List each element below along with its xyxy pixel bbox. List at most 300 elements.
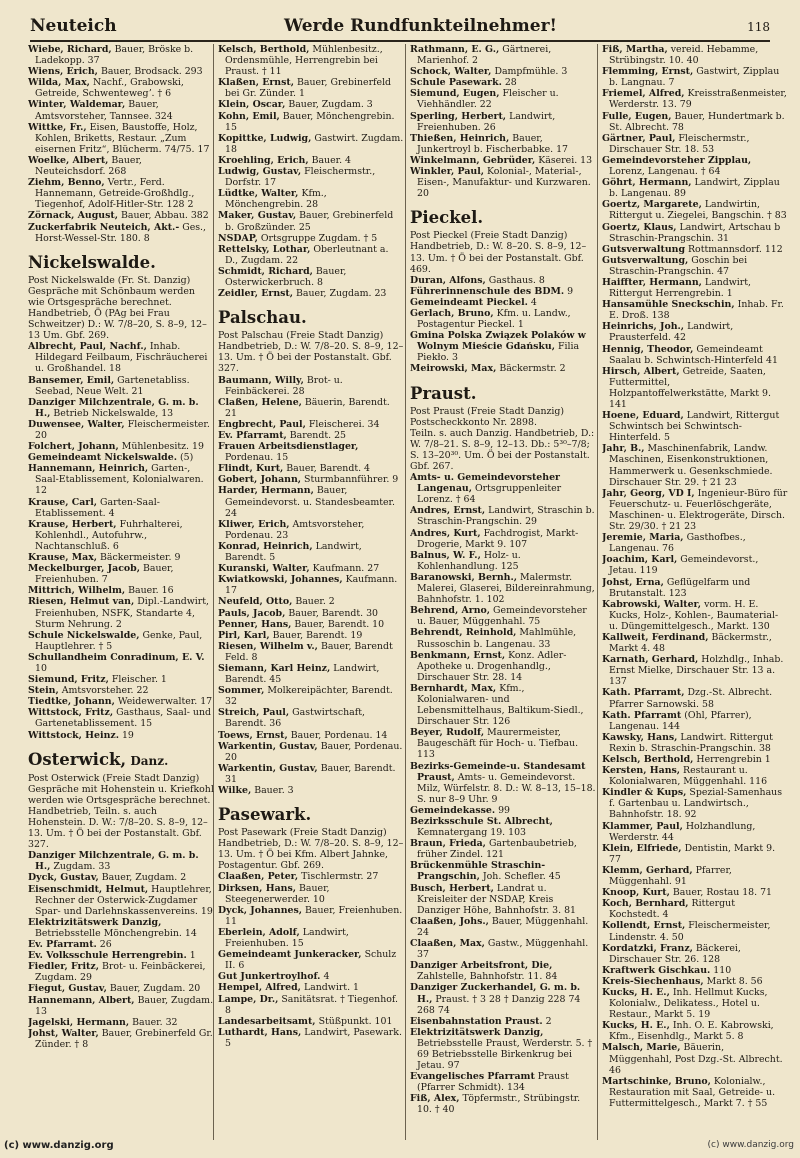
- directory-entry: [602, 133, 788, 155]
- entry-name: Claaßen, Max,: [410, 938, 485, 950]
- directory-entry: [602, 344, 788, 366]
- entry-details: Gemeindevorsteher u. Bauer, Müggenhahl. 75: [417, 605, 587, 628]
- directory-entry: [218, 763, 404, 785]
- entry-name: Winter, Waldemar,: [28, 99, 126, 111]
- entry-details: Fleischer u. Viehhändler. 22: [417, 88, 559, 111]
- entry-name: Tiedtke, Johann,: [28, 696, 115, 708]
- directory-entry: [218, 663, 404, 685]
- directory-entry: [28, 961, 214, 983]
- entry-details: Landwirt, Freienhuben. 26: [417, 110, 556, 133]
- entry-name: Schullandheim Conradinum, E. V.: [28, 651, 205, 663]
- entry-name: Meckelburger, Jacob,: [28, 563, 140, 575]
- entry-name: Penner, Hans,: [218, 618, 292, 630]
- entry-details: Bäckermeister. 9: [100, 552, 181, 564]
- entry-details: Kolonialw., Restauration mit Saal, Getreide- u. Futtermittelgesch., Markt 7. † 55: [609, 1075, 776, 1109]
- directory-entry: [602, 821, 788, 843]
- directory-entry: [28, 685, 214, 696]
- entry-name: Dyck, Johannes,: [218, 904, 303, 916]
- entry-name: Flemming, Ernst,: [602, 66, 694, 78]
- entry-name: Baranowski, Bernh.,: [410, 571, 518, 583]
- directory-entry: [602, 111, 788, 133]
- entry-details: Bauer, Junkertroyl b. Fischerbabke. 17: [417, 132, 569, 155]
- entry-name: Wiebe, Richard,: [28, 44, 112, 55]
- entry-details: Bauer, Freienhuben. 7: [35, 563, 174, 586]
- entry-name: Gut Junkertroylhof.: [218, 971, 321, 983]
- directory-entry: [410, 838, 596, 860]
- entry-details: Amts- u. Gemeindevorst. Milz, Würfelstr. 8. D.: W. 8–13, 15–18. S. nur 8–9 Uhr. 9: [417, 771, 596, 805]
- entry-details: Landwirt, Rittergut Schwintsch bei Schwintsch-Hinterfeld. 5: [609, 410, 780, 444]
- directory-entry: [218, 463, 404, 474]
- directory-entry: [28, 917, 214, 939]
- directory-entry: [218, 244, 404, 266]
- entry-details: Maurermeister, Baugeschäft für Hoch- u. Tiefbau. 113: [417, 727, 579, 761]
- entry-name: Ev. Pfarramt,: [218, 430, 287, 441]
- entry-name: Gemeindekasse.: [410, 804, 496, 816]
- entry-name: Duran, Alfons,: [410, 274, 486, 286]
- directory-entry: [218, 871, 404, 882]
- entry-name: Hannemann, Albert,: [28, 994, 135, 1006]
- directory-entry: [218, 574, 404, 596]
- directory-entry: [218, 44, 404, 77]
- entry-details: Hauptlehrer, Rechner der Osterwick-Zugdamer Spar- und Darlehnskassenvereins. 19: [35, 883, 213, 917]
- entry-details: Filia Piekło. 3: [417, 341, 580, 364]
- entry-name: Schmidt, Richard,: [218, 265, 313, 277]
- entry-details: Betriebsstelle Praust, Werderstr. 5. † 69 Betriebsstelle Birkenkrug bei Jetau. 97: [417, 1037, 593, 1072]
- directory-entry: [602, 488, 788, 532]
- entry-details: Gartenbaubetrieb, früher Zindel. 121: [417, 838, 577, 861]
- entry-name: Andres, Kurt,: [410, 527, 481, 539]
- directory-entry: [410, 761, 596, 805]
- directory-entry: [410, 77, 596, 88]
- entry-details: Praust (Pfarrer Schmidt). 134: [417, 1071, 569, 1094]
- entry-details: Ges., Horst-Wessel-Str. 180. 8: [35, 221, 207, 244]
- entry-name: Maker, Gustav,: [218, 210, 297, 222]
- entry-details: Fleischermeister. 20: [35, 418, 210, 441]
- entry-name: Kordatzki, Franz,: [602, 942, 693, 954]
- entry-details: Kfm. u. Landw., Postagentur Pieckel. 1: [417, 307, 571, 331]
- entry-details: Barendt. 25: [289, 430, 347, 441]
- entry-name: Gutsverwaltung: [602, 243, 686, 255]
- entry-details: Praust. † 3 28 † Danzig 228 74 268 74: [417, 993, 581, 1016]
- post-info: Handbetrieb, D.: W. 7/8–20. S. 8–9, 12–13. Um. † Ö bei Kfm. Albert Jahnke, Postagentur. Gbf. 269.: [218, 838, 404, 872]
- entry-details: Gastwirt, Zipplau b. Langnau. 7: [609, 66, 780, 89]
- entry-details: Inhab. Hildegard Feilbaum, Fischräucherei u. Großhandel. 18: [35, 341, 208, 375]
- directory-entry: [410, 650, 596, 683]
- entry-name: Friemel, Alfred,: [602, 88, 685, 100]
- directory-entry: [218, 210, 404, 232]
- entry-details: Landwirt, Rittergut Herrengrebin. 1: [609, 276, 752, 300]
- entry-details: Gasthaus, Saal- und Gartenetablissement. 15: [35, 707, 211, 730]
- entry-details: Nachf., Grabowski, Getreide, Schwentewegʼ. † 6: [35, 77, 184, 100]
- entry-details: Bäckerei, Dirschauer Str. 26. 128: [609, 942, 741, 965]
- entry-details: Mühlenbesitz., Ordensmühle, Herrengrebin bei Praust. † 11: [225, 44, 383, 78]
- entry-name: Albrecht, Paul, Nachf.,: [28, 341, 147, 353]
- directory-entry: [28, 519, 214, 552]
- directory-entry: [28, 441, 214, 452]
- entry-details: Käserei. 13: [538, 154, 593, 166]
- directory-entry: [218, 949, 404, 971]
- entry-details: Kaufmann. 17: [225, 574, 398, 597]
- entry-name: Luthardt, Hans,: [218, 1026, 302, 1038]
- post-info: Post Palschau (Freie Stadt Danzig): [218, 330, 384, 342]
- directory-entry: [410, 1027, 596, 1071]
- directory-entry: [602, 1076, 788, 1109]
- entry-name: Amts- u. Gemeindevorsteher Langenau,: [410, 472, 560, 495]
- post-info: Handbetrieb, Teiln. s. auch Hohenstein. D. W.: 7/8–20. S. 8–9, 12–13. Um. † Ö bei der Postanstalt. Gbf. 327.: [28, 805, 208, 851]
- entry-name: Gutsverwaltung,: [602, 254, 689, 266]
- entry-details: Gasthaus. 8: [488, 274, 545, 286]
- entry-details: Kolonial-, Material-, Eisen-, Manufaktur- und Kurzwaren. 20: [417, 166, 591, 200]
- directory-entry: [28, 563, 214, 585]
- entry-details: Sturmbannführer. 9: [304, 474, 399, 486]
- footer-copyright-left: (c) www.danzig.org: [4, 1140, 114, 1151]
- section-heading-text: Nickelswalde.: [28, 252, 156, 272]
- directory-entry: [218, 563, 404, 574]
- entry-name: Johst, Erna,: [602, 576, 664, 588]
- directory-entry: [410, 550, 596, 572]
- entry-details: Bauer, Zugdam. 3: [288, 99, 373, 111]
- entry-name: Malsch, Marie,: [602, 1042, 681, 1054]
- post-info: Gespräche mit Hohenstein u. Kriefkohl werden wie Ortsgespräche berechnet.: [28, 783, 214, 806]
- column-divider: [405, 44, 406, 1140]
- directory-entry: [28, 419, 214, 441]
- entry-details: Pfarrer, Müggenhahl. 91: [609, 864, 732, 888]
- entry-details: Betrieb Nickelswalde, 13: [53, 407, 174, 419]
- entry-details: Holzhandlung, Werderstr. 44: [609, 820, 756, 843]
- entry-name: Braun, Frieda,: [410, 838, 486, 850]
- directory-entry: [602, 88, 788, 110]
- directory-entry: [410, 605, 596, 627]
- directory-entry: [28, 452, 214, 463]
- directory-entry: [602, 255, 788, 277]
- post-info: Handbetrieb, D.: W. 7/8–20. S. 8–9, 12–13. Um. † Ö bei der Postanstalt. Gbf. 327.: [218, 341, 404, 375]
- entry-details: Schulz II. 6: [225, 949, 397, 972]
- entry-name: Kersten, Hans,: [602, 765, 681, 777]
- entry-name: Kraftwerk Gischkau.: [602, 964, 711, 976]
- directory-entry: [28, 1028, 214, 1050]
- entry-name: Joachim, Karl,: [602, 554, 678, 566]
- entry-name: Landesarbeitsamt,: [218, 1015, 316, 1027]
- entry-name: Winkelmann, Gebrüder,: [410, 154, 536, 166]
- directory-entry: [410, 1016, 596, 1027]
- entry-name: Thießen, Heinrich,: [410, 132, 510, 144]
- entry-name: Fiß, Martha,: [602, 44, 668, 55]
- entry-details: Gärtnerei, Marienhof. 2: [417, 44, 552, 67]
- directory-entry: [28, 375, 214, 397]
- entry-details: Rottmannsdorf. 112: [688, 243, 783, 255]
- section-heading-text: Praust.: [410, 383, 477, 403]
- column-3: [410, 44, 596, 1140]
- entry-details: Gartenetabliss. Seebad, Neue Welt. 21: [35, 374, 190, 397]
- entry-details: Holz- u. Kohlenhandlung. 125: [417, 549, 521, 572]
- entry-name: Kallweit, Ferdinand,: [602, 631, 709, 643]
- entry-details: Bauer. 3: [254, 785, 294, 796]
- directory-entry: [602, 976, 788, 987]
- entry-details: Bauer, Neuteichsdorf. 268: [35, 154, 142, 178]
- entry-details: 4: [323, 971, 330, 983]
- directory-entry: [410, 683, 596, 727]
- entry-name: Streich, Paul,: [218, 707, 290, 719]
- entry-name: Johst, Walter,: [28, 1027, 99, 1039]
- directory-entry: [410, 155, 596, 166]
- entry-details: Geflügelfarm und Brutanstalt. 123: [609, 576, 751, 599]
- entry-name: Behrendt, Reinhold,: [410, 627, 517, 639]
- entry-details: Brot- u. Feinbäckerei, Zugdam. 29: [35, 961, 206, 984]
- entry-name: Brückenmühle Straschin-Prangschin,: [410, 860, 546, 883]
- entry-name: Evangelisches Pfarramt: [410, 1071, 535, 1083]
- directory-entry: [410, 727, 596, 760]
- directory-entry: [410, 297, 596, 308]
- directory-entry: [602, 987, 788, 1020]
- entry-name: Klaßen, Ernst,: [218, 77, 294, 89]
- section-heading-text: Palschau.: [218, 308, 307, 328]
- entry-name: Schule Pasewark.: [410, 77, 502, 89]
- entry-name: Kreis-Siechenhaus,: [602, 975, 704, 987]
- directory-entry: [218, 485, 404, 518]
- entry-details: Zugdam. 33: [53, 861, 111, 873]
- entry-name: Wilke,: [218, 785, 252, 796]
- directory-entry: [410, 1093, 596, 1115]
- directory-entry: [602, 532, 788, 554]
- entry-details: Kfm., Kolonialwaren- und Lebensmittelhaus, Baltikum-Siedl., Dirschauer Str. 126: [417, 682, 584, 728]
- post-info: Gespräche mit Schönbaum werden wie Ortsgespräche berechnet.: [28, 285, 195, 308]
- entry-details: Dentistin, Markt 9. 77: [609, 842, 776, 865]
- directory-entry: [602, 366, 788, 410]
- entry-details: Amtsvorsteher, Pordenau. 23: [225, 518, 365, 541]
- entry-name: Siemund, Eugen,: [410, 88, 500, 100]
- page-header: [30, 14, 770, 42]
- directory-entry: [410, 286, 596, 297]
- entry-name: Fiß, Alex,: [410, 1093, 460, 1105]
- entry-name: Gemeindevorsteher Zipplau,: [602, 154, 752, 166]
- directory-entry: [602, 599, 788, 632]
- directory-entry: [218, 99, 404, 110]
- directory-entry: [28, 66, 214, 77]
- entry-name: Kopittke, Ludwig,: [218, 132, 312, 144]
- directory-entry: [218, 419, 404, 430]
- entry-details: Bauer, Barendt. 31: [225, 762, 396, 785]
- entry-details: Genke, Paul, Hauptlehrer. † 5: [35, 629, 203, 652]
- entry-name: Klein, Elfriede,: [602, 842, 682, 854]
- column-4: [602, 44, 788, 1140]
- post-info: Post Pasewark (Freie Stadt Danzig): [218, 827, 387, 839]
- entry-details: Holzhdlg., Inhab. Ernst Mielke, Dirschauer Str. 13 a. 137: [609, 654, 784, 688]
- entry-details: Bauer, Brodsack. 293: [100, 66, 203, 78]
- entry-details: (Ohl, Pfarrer), Langenau. 144: [609, 709, 752, 732]
- entry-details: Landwirt. Rittergut Rexin b. Straschin-Prangschin. 38: [609, 731, 773, 754]
- entry-details: Weidewerwalter. 17: [117, 696, 213, 708]
- directory-entry: [410, 528, 596, 550]
- directory-entry: [602, 965, 788, 976]
- entry-details: Bauer. 32: [132, 1016, 178, 1028]
- entry-name: Jagelski, Hermann,: [28, 1016, 130, 1028]
- entry-name: Ev. Volksschule Herrengrebin.: [28, 950, 187, 962]
- entry-name: Warkentin, Gustav,: [218, 762, 318, 774]
- directory-entry: [410, 88, 596, 110]
- directory-entry: [410, 572, 596, 605]
- directory-entry: [410, 860, 596, 882]
- entry-details: 4: [530, 296, 537, 308]
- entry-details: Bauer, Osterwickerbruch. 8: [225, 265, 347, 288]
- entry-name: Gemeindeamt Junkeracker,: [218, 949, 362, 961]
- directory-entry: [28, 995, 214, 1017]
- directory-entry: [218, 741, 404, 763]
- directory-entry: [602, 732, 788, 754]
- entry-details: Markt 8. 56: [706, 975, 763, 987]
- directory-entry: [602, 321, 788, 343]
- entry-details: Kaufmann. 27: [312, 563, 380, 575]
- entry-name: Claaßen, Peter,: [218, 871, 299, 883]
- entry-details: Dampfmühle. 3: [494, 66, 568, 78]
- entry-name: Warkentin, Gustav,: [218, 740, 318, 752]
- directory-entry: [602, 177, 788, 199]
- entry-name: Danziger Zuckerhandel, G. m. b. H.,: [410, 982, 581, 1005]
- directory-entry: [218, 1016, 404, 1027]
- entry-name: Elektrizitätswerk Danzig,: [28, 916, 162, 928]
- directory-entry: [602, 199, 788, 221]
- post-info: Postscheckkonto Nr. 2898.: [410, 416, 537, 428]
- entry-details: Maschinenfabrik, Landw. Maschinen, Eisenkonstruktionen, Hammerwerk u. Gesenkschmiede. Dirschauer Str. 29. † 21 23: [609, 443, 773, 488]
- entry-details: Bauer, Zugdam. 23: [296, 288, 387, 300]
- entry-name: Kath. Pfarramt: [602, 709, 682, 721]
- entry-name: Stein,: [28, 685, 59, 697]
- entry-name: Kucks, H. E.,: [602, 1020, 670, 1032]
- directory-entry: [28, 983, 214, 994]
- footer-copyright-right: (c) www.danzig.org: [707, 1140, 794, 1150]
- directory-entry: [602, 754, 788, 765]
- directory-entry: [602, 1042, 788, 1075]
- directory-entry: [28, 210, 214, 221]
- section-heading-text: Osterwick,: [28, 749, 127, 769]
- directory-entry: [28, 77, 214, 99]
- entry-details: Landwirtin, Rittergut u. Ziegelei, Bangschin. † 83: [609, 199, 787, 222]
- directory-entry: [28, 44, 214, 66]
- entry-name: Knoop, Kurt,: [602, 887, 670, 899]
- directory-entry: [28, 674, 214, 685]
- directory-entry: [602, 1020, 788, 1042]
- directory-entry: [410, 66, 596, 77]
- entry-name: Duwensee, Walter,: [28, 418, 125, 430]
- directory-entry: [602, 299, 788, 321]
- directory-entry: [410, 275, 596, 286]
- directory-entry: [28, 99, 214, 121]
- entry-name: Kuranski, Walter,: [218, 563, 310, 575]
- section-heading: [28, 253, 214, 273]
- directory-entry: [28, 552, 214, 563]
- entry-details: Bauer, Pordenau. 14: [290, 729, 388, 741]
- post-info: Post Pieckel (Freie Stadt Danzig): [410, 230, 568, 242]
- directory-entry: [218, 111, 404, 133]
- entry-name: Wilda, Max,: [28, 77, 90, 89]
- entry-name: Kelsch, Berthold,: [602, 754, 694, 765]
- directory-entry: [28, 122, 214, 155]
- entry-details: Bauer, Barendt. 10: [294, 618, 385, 630]
- entry-name: Pauls, Jacob,: [218, 607, 286, 619]
- post-info: Teiln. s. auch Danzig. Handbetrieb, D.: W. 7/8–21. S. 8–9, 12–13. Db.: 5³⁰–7/8; S. 13–20³⁰. Um. Ö bei der Postanstalt. Gbf. 267.: [410, 427, 595, 472]
- entry-details: Bauer, Bröske b. Ladekopp. 37: [35, 44, 194, 67]
- directory-entry: [218, 288, 404, 299]
- directory-entry: [602, 920, 788, 942]
- entry-details: Bauer, Grebinerfeld b. Großzünder. 25: [225, 210, 394, 233]
- entry-details: Bauer, Gemeindevorst. u. Standesbeamter. 24: [225, 485, 395, 519]
- post-info: Post Praust (Freie Stadt Danzig): [410, 405, 565, 417]
- entry-details: Pordenau. 15: [225, 452, 289, 464]
- entry-details: Getreide, Saaten, Futtermittel, Holzpantoffelwerkstätte, Markt 9. 141: [609, 365, 771, 410]
- directory-entry: [410, 44, 596, 66]
- entry-details: Gemeindevorst., Jetau. 119: [609, 554, 759, 577]
- directory-entry: [218, 519, 404, 541]
- entry-details: Stüßpunkt. 101: [318, 1015, 393, 1027]
- entry-name: Schock, Walter,: [410, 66, 492, 78]
- directory-entry: [602, 443, 788, 487]
- directory-entry: [218, 266, 404, 288]
- entry-name: Krause, Max,: [28, 552, 98, 564]
- entry-name: Mittrich, Wilhelm,: [28, 585, 126, 597]
- entry-name: Behrend, Arno,: [410, 605, 491, 617]
- entry-name: Danziger Arbeitsfront, Die,: [410, 960, 553, 972]
- entry-name: Ludwig, Gustav,: [218, 166, 302, 178]
- directory-entry: [28, 652, 214, 674]
- directory-entry: [602, 632, 788, 654]
- directory-entry: [410, 308, 596, 330]
- entry-name: Jeremie, Maria,: [602, 532, 684, 544]
- entry-name: Bezirksschule St. Albrecht,: [410, 816, 553, 827]
- entry-name: Karnath, Gerhard,: [602, 654, 699, 666]
- directory-entry: [602, 865, 788, 887]
- entry-details: Bauer, Barendt Feld. 8: [225, 640, 393, 663]
- entry-name: Schule Nickelswalde,: [28, 629, 140, 641]
- entry-name: Woelke, Albert,: [28, 154, 109, 166]
- directory-entry: [602, 577, 788, 599]
- entry-name: Frauen Arbeitsdienstlager,: [218, 441, 359, 453]
- entry-name: Elektrizitätswerk Danzig,: [410, 1026, 544, 1038]
- directory-entry: [602, 155, 788, 177]
- entry-details: Ortsgruppenleiter Lorenz. † 64: [417, 483, 562, 506]
- directory-entry: [410, 916, 596, 938]
- directory-entry: [218, 188, 404, 210]
- directory-entry: [602, 66, 788, 88]
- entry-name: Kath. Pfarramt,: [602, 687, 685, 699]
- directory-entry: [218, 927, 404, 949]
- entry-details: Oberleutnant a. D., Zugdam. 22: [225, 243, 389, 266]
- entry-details: Amtsvorsteher. 22: [61, 685, 149, 697]
- post-info: Handbetrieb, Ö (PAg bei Frau Schweitzer) D.: W. 7/8–20, S. 8–9, 12–13 Um. Gbf. 269.: [28, 307, 207, 342]
- entry-details: Konz. Adler-Apotheke u. Drogenhandlg., Dirschauer Str. 28. 14: [417, 649, 567, 683]
- directory-entry: [28, 585, 214, 596]
- entry-name: Wittstock, Heinz.: [28, 729, 119, 741]
- entry-details: Bauer, Steegenerwerder. 10: [225, 882, 330, 905]
- entry-name: Koch, Bernhard,: [602, 898, 689, 910]
- entry-name: Kollendt, Ernst,: [602, 920, 686, 932]
- entry-details: Fleischermeister, Lindenstr. 4. 50: [609, 920, 771, 943]
- entry-name: Kindler & Kups,: [602, 787, 687, 799]
- entry-name: Eisenschmidt, Helmut,: [28, 883, 149, 895]
- entry-name: Beyer, Rudolf,: [410, 727, 485, 739]
- entry-name: Hoene, Eduard,: [602, 410, 684, 422]
- entry-name: Gerlach, Bruno,: [410, 307, 494, 319]
- entry-details: Landwirt, Barendt. 5: [225, 540, 362, 564]
- entry-details: Mahlmühle, Russoschin b. Langenau. 33: [417, 627, 577, 650]
- entry-details: Landwirt, Prausterfeld. 42: [609, 321, 734, 344]
- entry-name: Busch, Herbert,: [410, 882, 494, 894]
- entry-details: Bauer, Pordenau. 20: [225, 740, 403, 763]
- directory-entry: [28, 707, 214, 729]
- directory-entry: [28, 177, 214, 210]
- entry-name: Danziger Milchzentrale, G. m. b. H.,: [28, 396, 199, 419]
- entry-details: Bauer, Grebinerfeld bei Gr. Zünder. 1: [225, 77, 392, 100]
- entry-details: Bauer, Zugdam. 20: [109, 983, 201, 995]
- directory-entry: [218, 541, 404, 563]
